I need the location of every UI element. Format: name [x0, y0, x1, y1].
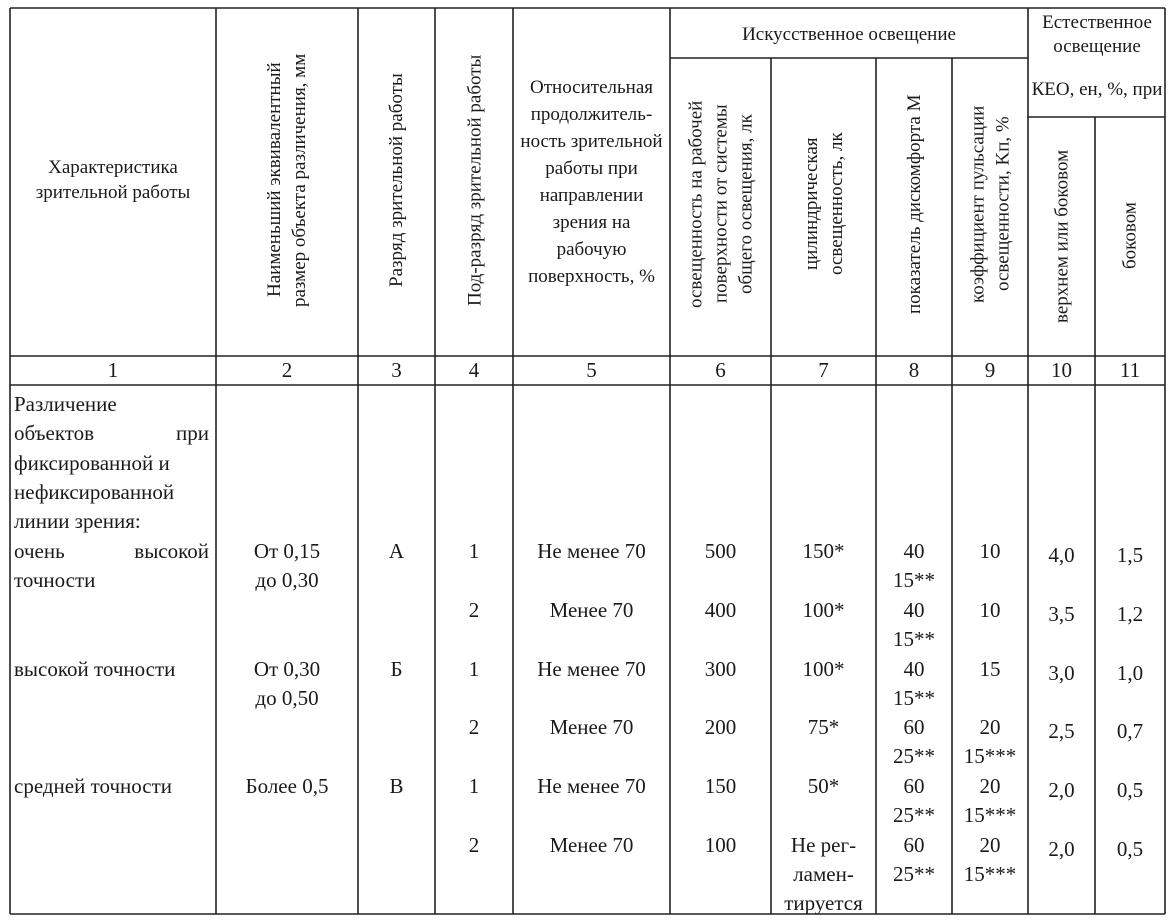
header-cylindrical: цилиндрическая освещенность, лк — [801, 132, 847, 276]
pulsation-value: 20 15*** — [963, 833, 1017, 886]
subcategory-value: 2 — [468, 833, 480, 857]
header-keo-side: боковом — [1119, 202, 1141, 270]
subcategory-value: 2 — [468, 715, 480, 739]
subcategory-value: 2 — [468, 598, 480, 622]
keo-side-value: 0,5 — [1116, 778, 1144, 802]
cylindrical-value: 50* — [807, 774, 840, 798]
keo-top-value: 4,0 — [1048, 543, 1075, 567]
category-value: В — [389, 774, 404, 798]
group-name: точности — [14, 568, 96, 592]
header-characteristic: Характеристика зрительной работы — [35, 157, 191, 203]
illuminance-value: 100 — [704, 833, 737, 857]
header-duration: Относительная продолжительность зрительной работы при направлении зрения на рабочую поверхность, % — [520, 77, 663, 287]
illuminance-value: 150 — [704, 774, 737, 798]
duration-value: Не менее 70 — [537, 539, 646, 563]
pulsation-value: 20 15*** — [963, 774, 1017, 827]
keo-side-value: 0,7 — [1116, 719, 1144, 743]
column-number: 10 — [1051, 358, 1072, 382]
header-illuminance: освещенность на рабочей поверхности от системы общего освещения, лк — [685, 100, 757, 308]
subcategory-value: 1 — [468, 539, 480, 563]
header-keo: КЕО, eн, %, при — [1031, 78, 1163, 100]
duration-value: Менее 70 — [549, 715, 634, 739]
column-number: 5 — [586, 358, 597, 382]
column-number: 8 — [908, 358, 920, 382]
header-min-size: Наименьший эквивалентный размер объекта различения, мм — [264, 53, 310, 307]
keo-side-value: 1,5 — [1116, 543, 1144, 567]
column-number: 4 — [468, 358, 480, 382]
keo-side-value: 1,2 — [1116, 602, 1144, 626]
intro-line: фиксированной и — [14, 451, 170, 475]
cylindrical-value: 75* — [807, 715, 840, 739]
cylindrical-value: Не рег- ламен- тируется — [784, 833, 863, 915]
keo-side-value: 1,0 — [1116, 661, 1144, 685]
pulsation-value: 20 15*** — [963, 715, 1017, 768]
cylindrical-value: 100* — [802, 598, 845, 622]
illuminance-value: 400 — [704, 598, 737, 622]
category-value: Б — [390, 657, 403, 681]
subcategory-value: 1 — [468, 774, 480, 798]
illuminance-value: 300 — [704, 657, 737, 681]
min-size-value: От 0,15 до 0,30 — [253, 539, 321, 592]
pulsation-value: 15 — [979, 657, 1001, 681]
keo-side-value: 0,5 — [1116, 837, 1144, 861]
discomfort-value: 60 25** — [893, 715, 935, 768]
duration-value: Менее 70 — [549, 833, 634, 857]
intro-line: Различение — [14, 392, 117, 416]
min-size-value: Более 0,5 — [245, 774, 329, 798]
column-number: 9 — [984, 358, 996, 382]
header-keo-top-or-side: верхнем или боковом — [1051, 149, 1073, 323]
subcategory-value: 1 — [468, 657, 480, 681]
header-pulsation: коэффициент пульсации освещенности, Kп, % — [967, 105, 1014, 303]
cylindrical-value: 150* — [802, 539, 845, 563]
column-number: 3 — [391, 358, 402, 382]
discomfort-value: 60 25** — [893, 833, 935, 886]
min-size-value: От 0,30 до 0,50 — [253, 657, 321, 710]
header-artificial-lighting: Искусственное освещение — [742, 23, 956, 45]
intro-line: нефиксированной — [14, 480, 175, 504]
pulsation-value: 10 — [979, 598, 1001, 622]
keo-top-value: 2,0 — [1048, 778, 1075, 802]
group-name: высокой точности — [14, 657, 176, 681]
duration-value: Не менее 70 — [537, 657, 646, 681]
group-name: средней точности — [14, 774, 173, 798]
keo-top-value: 2,0 — [1048, 837, 1075, 861]
column-number: 1 — [107, 358, 119, 382]
discomfort-value: 40 15** — [893, 539, 935, 592]
duration-value: Не менее 70 — [537, 774, 646, 798]
illuminance-value: 200 — [704, 715, 737, 739]
intro-line: линии зрения: — [14, 509, 141, 533]
cylindrical-value: 100* — [802, 657, 845, 681]
column-number: 6 — [715, 358, 726, 382]
intro-line: объектов при — [14, 421, 209, 445]
header-discomfort: показатель дискомфорта M — [904, 94, 925, 314]
pulsation-value: 10 — [979, 539, 1001, 563]
group-name: очень высокой — [14, 539, 209, 563]
discomfort-value: 40 15** — [893, 598, 935, 651]
keo-top-value: 2,5 — [1048, 719, 1075, 743]
header-natural-lighting: Естественное освещение — [1042, 12, 1152, 57]
category-value: А — [388, 539, 405, 563]
keo-top-value: 3,5 — [1048, 602, 1075, 626]
column-number: 11 — [1119, 358, 1141, 382]
column-number: 7 — [818, 358, 829, 382]
duration-value: Менее 70 — [549, 598, 634, 622]
discomfort-value: 40 15** — [893, 657, 935, 710]
column-number: 2 — [281, 358, 293, 382]
header-category: Разряд зрительной работы — [386, 73, 407, 287]
discomfort-value: 60 25** — [893, 774, 935, 827]
illuminance-value: 500 — [704, 539, 737, 563]
keo-top-value: 3,0 — [1048, 661, 1075, 685]
header-subcategory: Под-разряд зрительной работы — [464, 54, 486, 306]
